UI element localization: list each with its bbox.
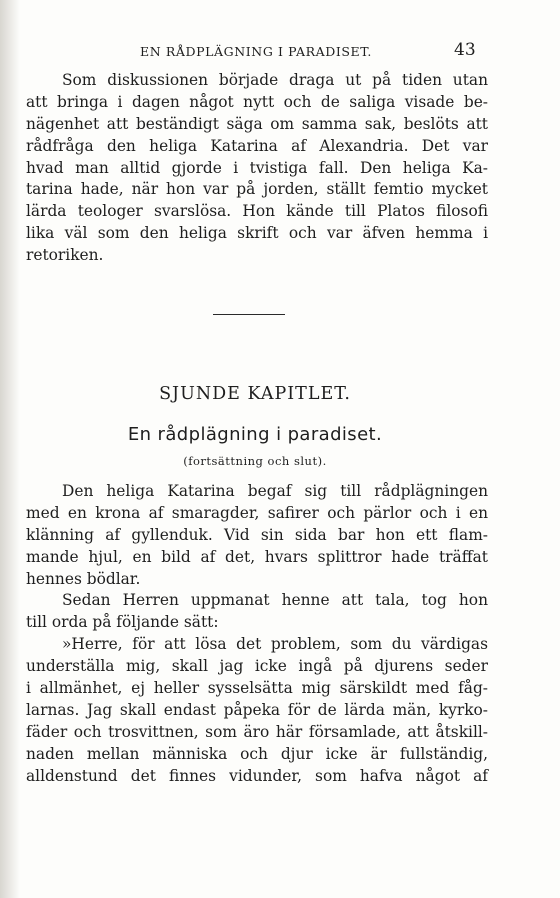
text-line: lika väl som den heliga skrift och var äfven hemma i <box>26 224 488 243</box>
text-line: »Herre, för att lösa det problem, som du värdigas <box>62 635 488 654</box>
text-line: hvad man alltid gjorde i tvistiga fall. Den heliga Ka- <box>26 158 488 177</box>
text-line: rådfråga den heliga Katarina af Alexandria. Det var <box>26 136 488 155</box>
section-divider <box>213 314 285 315</box>
text-line: fäder och trosvittnen, som äro här församlade, att åtskill- <box>26 722 488 741</box>
section-title: En rådplägning i paradiset. <box>127 424 383 445</box>
text-line: retoriken. <box>26 246 104 265</box>
page-number: 43 <box>454 40 476 60</box>
text-line: Sedan Herren uppmanat henne att tala, tog hon <box>62 591 488 610</box>
text-line: naden mellan människa och djur icke är fullständig, <box>26 744 488 763</box>
text-line: lärda teologer svarslösa. Hon kände till Platos filosofi <box>26 202 488 221</box>
page-gutter-shadow <box>0 0 20 898</box>
text-line: Den heliga Katarina begaf sig till rådplägningen <box>62 482 488 500</box>
text-line: till orda på följande sätt: <box>26 613 219 632</box>
text-line: med en krona af smaragder, safirer och pärlor och i en <box>26 503 488 522</box>
section-subtitle: (fortsättning och slut). <box>183 454 327 468</box>
text-line: underställa mig, skall jag icke ingå på djurens seder <box>26 657 488 676</box>
top-paragraph <box>26 70 488 267</box>
text-line: Som diskussionen började draga ut på tiden utan <box>62 71 488 89</box>
text-line: mande hjul, en bild af det, hvars splittror hade träffat <box>26 547 488 566</box>
text-line: alldenstund det finnes vidunder, som hafva något af <box>26 766 488 785</box>
text-line: i allmänhet, ej heller sysselsätta mig särskildt med fåg- <box>26 679 488 698</box>
text-line: tarina hade, när hon var på jorden, ställt femtio mycket <box>26 180 488 199</box>
text-line: att bringa i dagen något nytt och de saliga visade be- <box>26 92 488 111</box>
running-head: EN RÅDPLÄGNING I PARADISET. <box>140 44 372 59</box>
text-line: nägenhet att beständigt säga om samma sak, beslöts att <box>26 114 488 133</box>
body-paragraphs <box>26 481 488 787</box>
text-line: larnas. Jag skall endast påpeka för de lärda män, kyrko- <box>26 700 488 719</box>
text-line: hennes bödlar. <box>26 569 141 588</box>
page-header <box>0 38 560 66</box>
chapter-title: SJUNDE KAPITLET. <box>159 384 351 404</box>
text-line: klänning af gyllenduk. Vid sin sida bar hon ett flam- <box>26 525 488 544</box>
